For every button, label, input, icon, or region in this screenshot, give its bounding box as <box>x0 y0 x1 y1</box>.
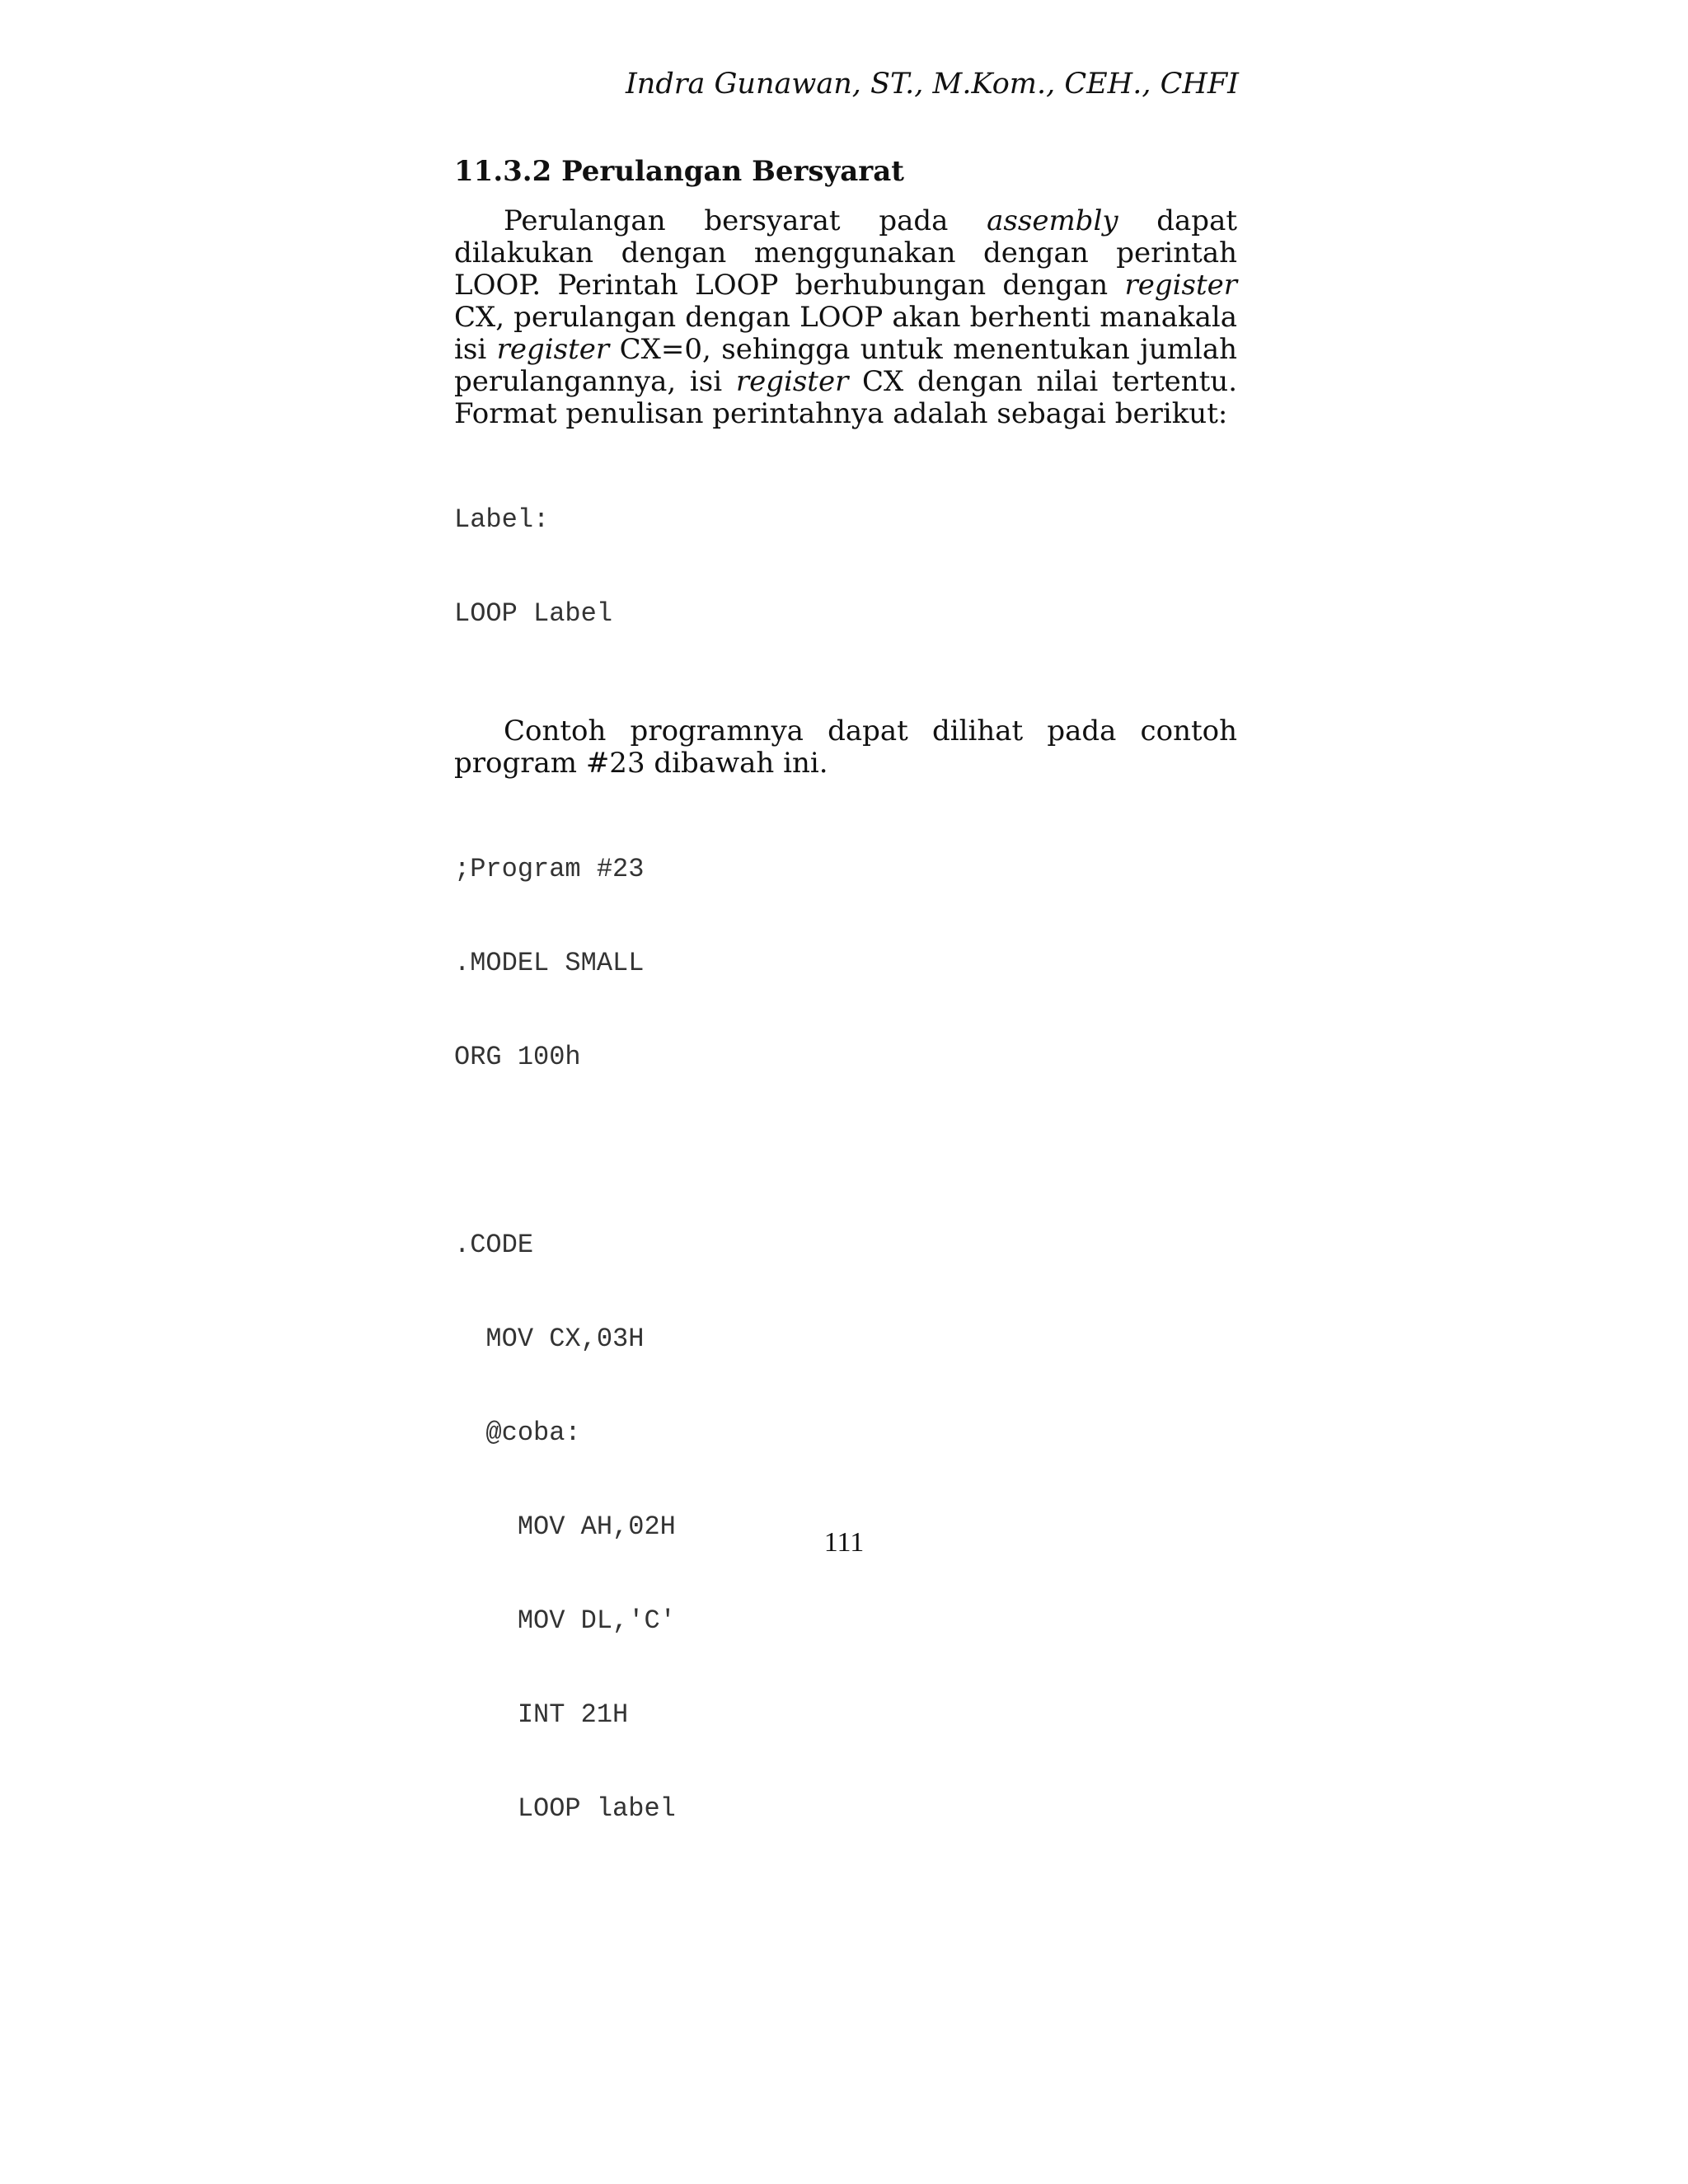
paragraph-text: dapat dilakukan dengan menggunakan dengan perintah LOOP. Perintah LOOP berhubungan dengan <box>454 204 1238 302</box>
paragraph-loop-description <box>454 205 1237 430</box>
paragraph-text: CX, perulangan dengan LOOP akan berhenti manakala isi <box>454 301 1237 366</box>
page-number: 111 <box>823 1527 865 1558</box>
section-title: 11.3.2 Perulangan Bersyarat <box>454 155 904 188</box>
code-line: ORG 100h <box>454 1042 581 1072</box>
code-line: MOV CX,03H <box>454 1324 645 1354</box>
code-line: MOV DL,'C' <box>454 1605 676 1636</box>
italic-term: register <box>1124 269 1237 302</box>
code-line: LOOP Label <box>454 598 613 629</box>
code-line-blank <box>454 1136 1237 1167</box>
format-code-block <box>454 442 1237 692</box>
code-line: Label: <box>454 504 550 535</box>
paragraph-text: CX=0, sehingga untuk menentukan jumlah perulangannya, isi <box>454 333 1237 398</box>
paragraph-example-intro: Contoh programnya dapat dilihat pada contoh program #23 dibawah ini. <box>454 715 1237 780</box>
code-line: INT 21H <box>454 1699 629 1730</box>
code-line: MOV AH,02H <box>454 1511 676 1542</box>
page-content <box>454 152 1237 1887</box>
code-line: .MODEL SMALL <box>454 948 645 978</box>
running-header-author: Indra Gunawan, ST., M.Kom., CEH., CHFI <box>625 68 1239 101</box>
italic-term: register <box>735 365 849 398</box>
code-line: ;Program #23 <box>454 854 645 884</box>
paragraph-text: CX dengan nilai tertentu. Format penulisan perintahnya adalah sebagai berikut: <box>454 365 1237 430</box>
code-line: @coba: <box>454 1418 581 1448</box>
program-code-block <box>454 791 1237 1887</box>
italic-term: register <box>496 333 610 366</box>
code-line: .CODE <box>454 1230 534 1260</box>
code-line: LOOP label <box>454 1793 676 1824</box>
italic-term: assembly <box>987 204 1118 237</box>
paragraph-text: Perulangan bersyarat pada <box>504 204 987 237</box>
